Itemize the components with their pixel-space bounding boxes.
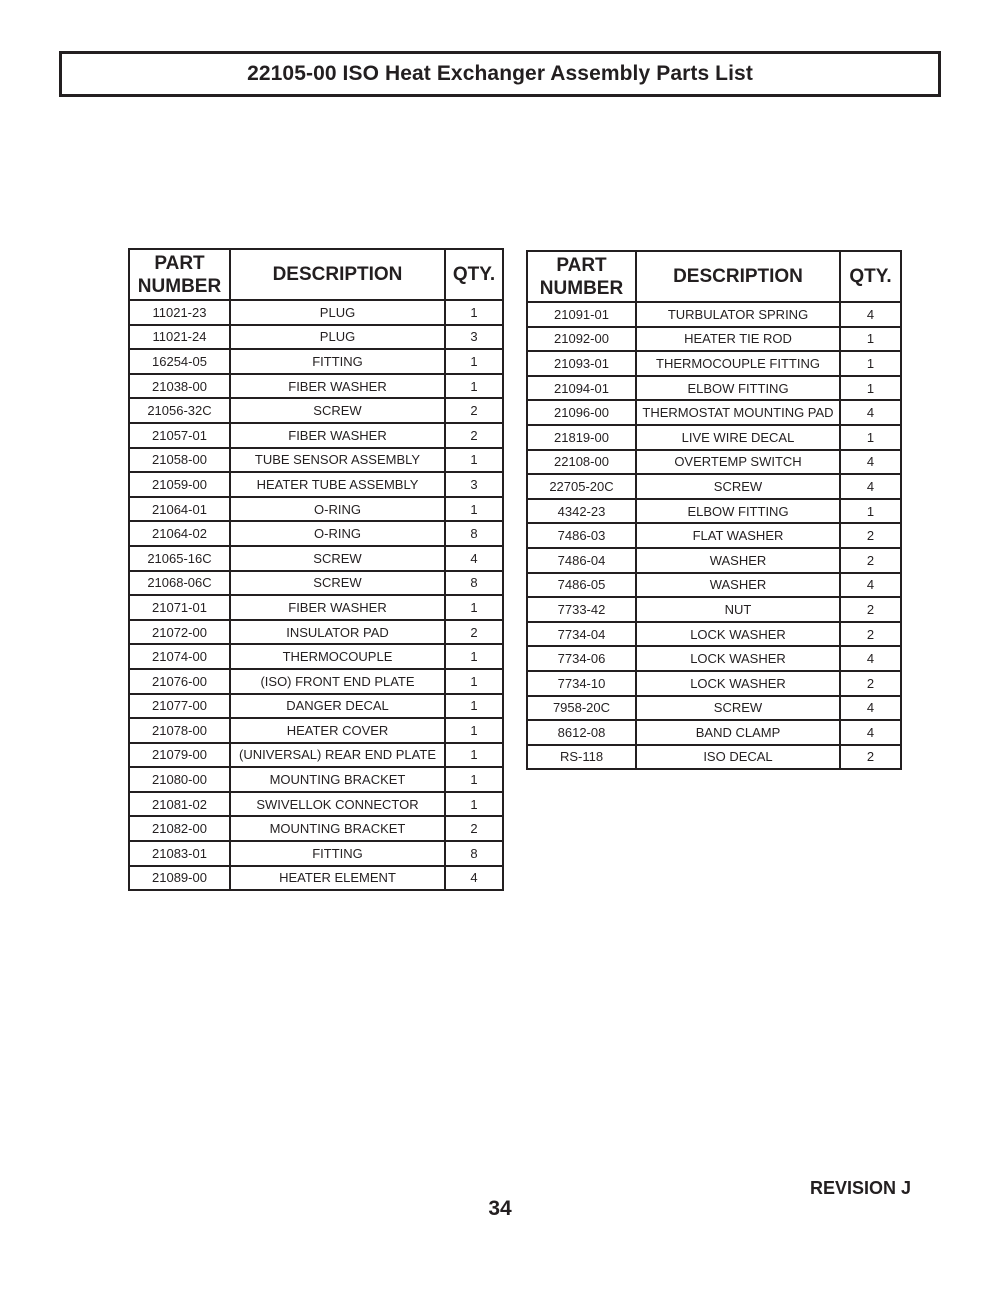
cell-description: PLUG: [230, 300, 445, 325]
table-row: [129, 669, 503, 694]
cell-qty: 1: [445, 349, 503, 374]
table-row: [527, 696, 901, 721]
cell-description: WASHER: [636, 548, 840, 573]
cell-qty: 1: [840, 425, 901, 450]
cell-description: FIBER WASHER: [230, 595, 445, 620]
cell-qty: 4: [840, 450, 901, 475]
cell-description: ELBOW FITTING: [636, 376, 840, 401]
table-row: [527, 302, 901, 327]
cell-description: HEATER COVER: [230, 718, 445, 743]
table-row: [129, 816, 503, 841]
cell-qty: 3: [445, 472, 503, 497]
cell-qty: 4: [840, 400, 901, 425]
table-row: [129, 300, 503, 325]
cell-description: SCREW: [636, 696, 840, 721]
cell-description: THERMOSTAT MOUNTING PAD: [636, 400, 840, 425]
cell-part-number: 21819-00: [527, 425, 636, 450]
cell-qty: 4: [445, 546, 503, 571]
cell-qty: 1: [840, 351, 901, 376]
cell-qty: 2: [840, 523, 901, 548]
header-part-number: [527, 251, 636, 302]
cell-description: SCREW: [230, 546, 445, 571]
cell-description: PLUG: [230, 325, 445, 350]
cell-part-number: 21081-02: [129, 792, 230, 817]
table-row: [527, 351, 901, 376]
cell-part-number: 21077-00: [129, 694, 230, 719]
table-row: [527, 425, 901, 450]
cell-part-number: 21092-00: [527, 327, 636, 352]
cell-qty: 1: [840, 327, 901, 352]
cell-qty: 4: [840, 302, 901, 327]
cell-description: OVERTEMP SWITCH: [636, 450, 840, 475]
cell-description: THERMOCOUPLE FITTING: [636, 351, 840, 376]
table-row: [129, 595, 503, 620]
cell-description: FIBER WASHER: [230, 423, 445, 448]
cell-qty: 4: [840, 720, 901, 745]
cell-description: FITTING: [230, 349, 445, 374]
table-row: [129, 644, 503, 669]
cell-description: FITTING: [230, 841, 445, 866]
cell-qty: 2: [840, 745, 901, 770]
cell-qty: 4: [840, 696, 901, 721]
table-row: [527, 597, 901, 622]
cell-part-number: 21072-00: [129, 620, 230, 645]
table-row: [129, 398, 503, 423]
cell-qty: 2: [445, 398, 503, 423]
cell-description: LOCK WASHER: [636, 671, 840, 696]
cell-qty: 1: [840, 376, 901, 401]
header-qty: QTY.: [840, 251, 901, 302]
cell-qty: 1: [445, 497, 503, 522]
cell-qty: 1: [445, 374, 503, 399]
table-row: [527, 376, 901, 401]
cell-qty: 2: [445, 620, 503, 645]
cell-description: (ISO) FRONT END PLATE: [230, 669, 445, 694]
cell-part-number: 16254-05: [129, 349, 230, 374]
cell-part-number: 7958-20C: [527, 696, 636, 721]
cell-description: ISO DECAL: [636, 745, 840, 770]
page-number: 34: [488, 1197, 512, 1220]
cell-description: SCREW: [636, 474, 840, 499]
cell-part-number: 7486-03: [527, 523, 636, 548]
table-row: [527, 450, 901, 475]
cell-description: BAND CLAMP: [636, 720, 840, 745]
table-row: [527, 548, 901, 573]
cell-part-number: 7486-04: [527, 548, 636, 573]
cell-description: SCREW: [230, 571, 445, 596]
cell-description: O-RING: [230, 521, 445, 546]
cell-description: O-RING: [230, 497, 445, 522]
cell-part-number: 7734-10: [527, 671, 636, 696]
cell-qty: 1: [445, 743, 503, 768]
table-row: [129, 349, 503, 374]
cell-description: HEATER TUBE ASSEMBLY: [230, 472, 445, 497]
cell-part-number: 7486-05: [527, 573, 636, 598]
table-row: [129, 497, 503, 522]
table-row: [129, 743, 503, 768]
table-row: [527, 474, 901, 499]
cell-description: THERMOCOUPLE: [230, 644, 445, 669]
cell-description: MOUNTING BRACKET: [230, 816, 445, 841]
cell-part-number: 21096-00: [527, 400, 636, 425]
cell-qty: 4: [840, 474, 901, 499]
cell-part-number: 7734-06: [527, 646, 636, 671]
cell-part-number: 21082-00: [129, 816, 230, 841]
cell-qty: 4: [840, 573, 901, 598]
cell-qty: 1: [840, 499, 901, 524]
cell-qty: 4: [445, 866, 503, 891]
cell-description: LIVE WIRE DECAL: [636, 425, 840, 450]
cell-part-number: 21079-00: [129, 743, 230, 768]
cell-qty: 1: [445, 595, 503, 620]
table-row: [129, 866, 503, 891]
table-row: [129, 694, 503, 719]
cell-qty: 2: [840, 671, 901, 696]
cell-part-number: 4342-23: [527, 499, 636, 524]
cell-part-number: 21059-00: [129, 472, 230, 497]
table-row: [129, 374, 503, 399]
header-qty: QTY.: [445, 249, 503, 300]
cell-part-number: 21071-01: [129, 595, 230, 620]
table-row: [527, 499, 901, 524]
cell-qty: 1: [445, 300, 503, 325]
cell-description: LOCK WASHER: [636, 622, 840, 647]
cell-qty: 1: [445, 448, 503, 473]
cell-part-number: 21091-01: [527, 302, 636, 327]
parts-table-right: [526, 250, 902, 770]
table-row: [527, 745, 901, 770]
cell-part-number: 7734-04: [527, 622, 636, 647]
header-part-line2: NUMBER: [137, 275, 222, 297]
table-row: [527, 573, 901, 598]
cell-qty: 1: [445, 767, 503, 792]
cell-qty: 2: [840, 548, 901, 573]
cell-part-number: 21089-00: [129, 866, 230, 891]
cell-part-number: 21068-06C: [129, 571, 230, 596]
table-row: [129, 546, 503, 571]
table-header-row: [129, 249, 503, 300]
cell-part-number: 21094-01: [527, 376, 636, 401]
cell-qty: 1: [445, 644, 503, 669]
table-row: [527, 720, 901, 745]
table-row: [527, 523, 901, 548]
cell-part-number: 22108-00: [527, 450, 636, 475]
table-row: [129, 521, 503, 546]
cell-qty: 1: [445, 669, 503, 694]
table-row: [129, 448, 503, 473]
page-title: 22105-00 ISO Heat Exchanger Assembly Parts List: [247, 62, 753, 85]
cell-qty: 1: [445, 718, 503, 743]
cell-part-number: 7733-42: [527, 597, 636, 622]
table-row: [527, 400, 901, 425]
cell-part-number: 21083-01: [129, 841, 230, 866]
cell-part-number: 21057-01: [129, 423, 230, 448]
cell-part-number: 11021-24: [129, 325, 230, 350]
table-row: [129, 718, 503, 743]
cell-description: ELBOW FITTING: [636, 499, 840, 524]
cell-qty: 1: [445, 694, 503, 719]
header-description: DESCRIPTION: [230, 249, 445, 300]
cell-qty: 3: [445, 325, 503, 350]
cell-description: NUT: [636, 597, 840, 622]
table-row: [129, 423, 503, 448]
cell-qty: 8: [445, 571, 503, 596]
table-row: [527, 327, 901, 352]
table-row: [527, 622, 901, 647]
cell-part-number: 22705-20C: [527, 474, 636, 499]
cell-description: TUBE SENSOR ASSEMBLY: [230, 448, 445, 473]
table-row: [527, 671, 901, 696]
cell-description: FIBER WASHER: [230, 374, 445, 399]
header-part-line2: NUMBER: [539, 277, 624, 299]
table-row: [129, 571, 503, 596]
cell-part-number: 21064-02: [129, 521, 230, 546]
cell-qty: 8: [445, 521, 503, 546]
cell-part-number: 8612-08: [527, 720, 636, 745]
cell-part-number: 21093-01: [527, 351, 636, 376]
table-row: [129, 767, 503, 792]
cell-qty: 2: [840, 597, 901, 622]
cell-description: FLAT WASHER: [636, 523, 840, 548]
cell-part-number: 21074-00: [129, 644, 230, 669]
cell-qty: 2: [445, 816, 503, 841]
cell-qty: 1: [445, 792, 503, 817]
cell-part-number: 21080-00: [129, 767, 230, 792]
cell-description: LOCK WASHER: [636, 646, 840, 671]
cell-part-number: 21056-32C: [129, 398, 230, 423]
cell-description: HEATER TIE ROD: [636, 327, 840, 352]
cell-part-number: 21038-00: [129, 374, 230, 399]
cell-part-number: 21076-00: [129, 669, 230, 694]
cell-part-number: 21064-01: [129, 497, 230, 522]
parts-table-left: [128, 248, 504, 891]
cell-qty: 8: [445, 841, 503, 866]
cell-part-number: RS-118: [527, 745, 636, 770]
cell-description: MOUNTING BRACKET: [230, 767, 445, 792]
cell-description: DANGER DECAL: [230, 694, 445, 719]
cell-qty: 2: [445, 423, 503, 448]
cell-description: TURBULATOR SPRING: [636, 302, 840, 327]
revision-label: REVISION J: [809, 1178, 911, 1198]
cell-description: (UNIVERSAL) REAR END PLATE: [230, 743, 445, 768]
cell-part-number: 21078-00: [129, 718, 230, 743]
header-description: DESCRIPTION: [636, 251, 840, 302]
cell-part-number: 21058-00: [129, 448, 230, 473]
header-part-line1: PART: [154, 252, 205, 274]
cell-description: INSULATOR PAD: [230, 620, 445, 645]
table-row: [129, 620, 503, 645]
table-row: [129, 325, 503, 350]
cell-description: HEATER ELEMENT: [230, 866, 445, 891]
cell-description: WASHER: [636, 573, 840, 598]
table-header-row: [527, 251, 901, 302]
cell-qty: 2: [840, 622, 901, 647]
header-part-number: [129, 249, 230, 300]
cell-description: SCREW: [230, 398, 445, 423]
table-row: [129, 792, 503, 817]
page-title-box: [59, 51, 941, 97]
cell-part-number: 21065-16C: [129, 546, 230, 571]
header-part-line1: PART: [556, 254, 607, 276]
table-row: [129, 841, 503, 866]
table-row: [129, 472, 503, 497]
cell-description: SWIVELLOK CONNECTOR: [230, 792, 445, 817]
cell-qty: 4: [840, 646, 901, 671]
cell-part-number: 11021-23: [129, 300, 230, 325]
table-row: [527, 646, 901, 671]
